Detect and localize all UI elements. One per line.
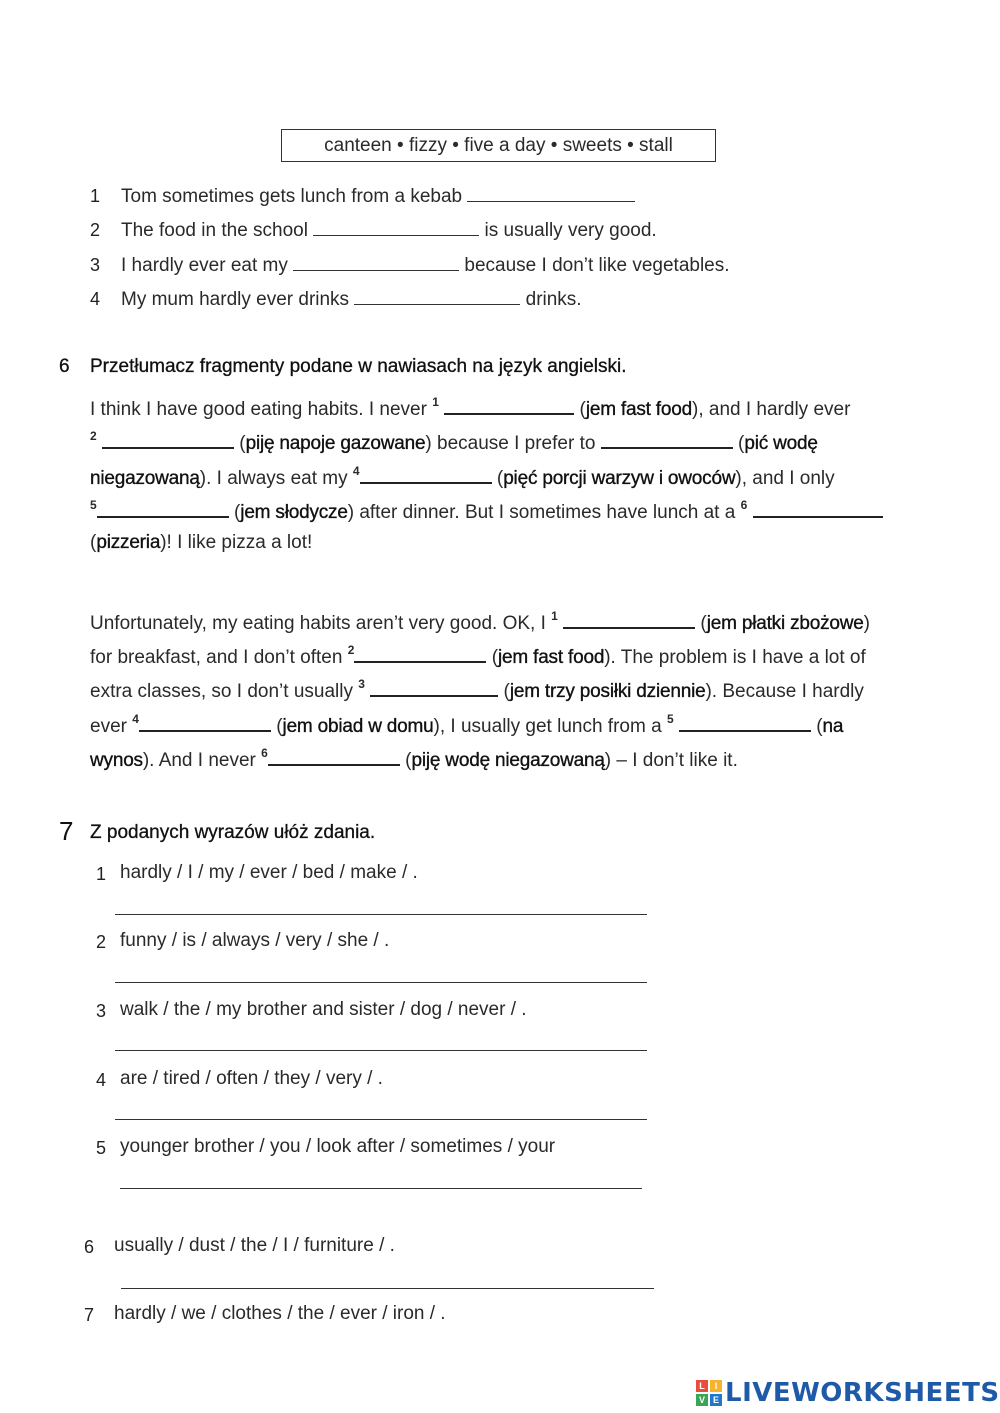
ex6-p1-blank-1[interactable] [444,395,574,415]
ex7-item-text: hardly / I / my / ever / bed / make / . [120,862,418,883]
ex7-item-number: 2 [95,932,106,952]
text: ( [503,681,510,702]
ex7-item-number: 6 [83,1237,94,1257]
ex7-item-text: usually / dust / the / I / furniture / . [114,1235,395,1256]
ex5-item-text-after: drinks. [525,289,582,310]
polish-phrase: piję wodę niegazowaną [411,750,605,771]
gap-number: 1 [432,394,439,409]
ex7-answer-line-5[interactable] [120,1188,642,1189]
ex5-item-text: The food in the school [121,220,308,241]
gap-number: 5 [666,711,674,726]
text: ) [863,613,870,634]
text: ), I usually get lunch from a [433,716,662,737]
ex7-instruction: Z podanych wyrazów ułóż zdania. [90,822,376,843]
text: for breakfast, and I don’t often [90,647,343,668]
text: ( [405,750,412,771]
polish-phrase: wynos [90,750,143,771]
text: ( [276,716,283,737]
text: I think I have good eating habits. I never [90,399,427,420]
ex6-p2-blank-3[interactable] [370,677,498,697]
polish-phrase: jem fast food [498,647,605,668]
ex5-item-text-after: is usually very good. [484,220,657,241]
ex5-item-number: 3 [89,255,100,275]
ex5-blank-1[interactable] [467,184,635,202]
polish-phrase: na [822,716,844,737]
ex6-p2-blank-1[interactable] [563,609,695,629]
ex6-p1-blank-6[interactable] [753,498,883,518]
gap-number: 2 [347,642,355,657]
polish-phrase: jem trzy posiłki dziennie [509,681,706,702]
ex7-item-number: 1 [95,864,106,884]
ex7-number: 7 [59,816,74,846]
gap-number: 3 [358,676,365,691]
text: ). The problem is I have a lot of [604,647,866,668]
gap-number: 4 [132,711,139,726]
text: ), and I only [735,468,835,489]
ex6-p1-blank-4[interactable] [360,464,492,484]
text: )! I like pizza a lot! [160,532,313,553]
logo-cell: L [696,1380,708,1392]
text: Unfortunately, my eating habits aren’t very good. OK, I [90,613,546,634]
liveworksheets-logo [696,1378,1000,1408]
ex7-item-text: funny / is / always / very / she / . [120,930,390,951]
ex7-item-number: 3 [95,1001,106,1021]
ex5-item-text: My mum hardly ever drinks [121,289,350,310]
ex5-item-text-after: because I don’t like vegetables. [464,255,730,276]
ex6-p1-blank-2[interactable] [102,429,234,449]
logo-mark-icon [696,1380,722,1406]
text: ( [90,532,97,553]
gap-number: 5 [90,497,97,512]
ex6-p2-blank-2[interactable] [354,643,486,663]
text: ( [700,613,707,634]
text: ( [816,716,823,737]
logo-cell: V [696,1394,708,1406]
word-box: canteen • fizzy • five a day • sweets • stall [281,129,716,162]
ex5-item-text: Tom sometimes gets lunch from a kebab [121,186,463,207]
ex6-number: 6 [59,356,70,377]
ex5-blank-2[interactable] [313,218,479,236]
ex7-answer-line-3[interactable] [115,1050,647,1051]
text: ( [579,399,586,420]
ex7-answer-line-2[interactable] [115,982,647,983]
gap-number: 6 [261,745,268,760]
ex7-item-text: younger brother / you / look after / sometimes / your [120,1136,556,1157]
text: extra classes, so I don’t usually [90,681,353,702]
ex5-blank-3[interactable] [293,253,459,271]
text: ( [491,647,499,668]
text: ), and I hardly ever [692,399,851,420]
ex7-item-number: 4 [95,1070,106,1090]
ex6-p2-blank-4[interactable] [139,712,271,732]
text: ( [233,502,241,523]
ex5-item-number: 2 [89,220,100,240]
ex6-p2-blank-5[interactable] [679,712,811,732]
polish-phrase: jem słodycze [240,502,348,523]
ex6-p1-blank-3[interactable] [601,429,733,449]
ex6-p1-blank-5[interactable] [97,498,229,518]
gap-number: 1 [551,608,558,623]
text: ) after dinner. But I sometimes have lunch at a [347,502,736,523]
gap-number: 4 [352,463,360,478]
text: ) – I don’t like it. [604,750,738,771]
ex7-item-text: hardly / we / clothes / the / ever / iron / . [114,1303,446,1324]
ex7-answer-line-6[interactable] [121,1288,654,1289]
text: ( [239,433,246,454]
text: ) because I prefer to [425,433,596,454]
ex7-item-number: 5 [95,1138,106,1158]
ex7-item-number: 7 [83,1305,94,1325]
gap-number: 2 [90,428,97,443]
polish-phrase: jem obiad w domu [282,716,434,737]
polish-phrase: piję napoje gazowane [245,433,426,454]
ex7-answer-line-4[interactable] [115,1119,647,1120]
ex5-item-number: 4 [89,289,100,309]
polish-phrase: jem fast food [585,399,692,420]
text: ever [90,716,127,737]
ex5-item-number: 1 [89,186,100,206]
gap-number: 6 [740,497,748,512]
polish-phrase: pić wodę [744,433,818,454]
ex6-p2-blank-6[interactable] [268,746,400,766]
text: ( [496,468,504,489]
ex7-answer-line-1[interactable] [115,914,647,915]
polish-phrase: pizzeria [96,532,161,553]
ex5-item-text: I hardly ever eat my [121,255,288,276]
polish-phrase: jem płatki zbożowe [706,613,864,634]
polish-phrase: pięć porcji warzyw i owoców [503,468,736,489]
logo-cell: I [710,1380,722,1392]
ex5-blank-4[interactable] [354,287,520,305]
ex6-instruction: Przetłumacz fragmenty podane w nawiasach na język angielski. [90,356,627,377]
text: ). I always eat my [199,468,348,489]
text: ). And I never [142,750,256,771]
ex7-item-text: are / tired / often / they / very / . [120,1068,383,1089]
ex7-item-text: walk / the / my brother and sister / dog / never / . [120,999,527,1020]
text: ( [738,433,745,454]
polish-phrase: niegazowaną [90,468,200,489]
logo-cell: E [710,1394,722,1406]
text: ). Because I hardly [705,681,864,702]
logo-text: LIVEWORKSHEETS [725,1378,1000,1408]
